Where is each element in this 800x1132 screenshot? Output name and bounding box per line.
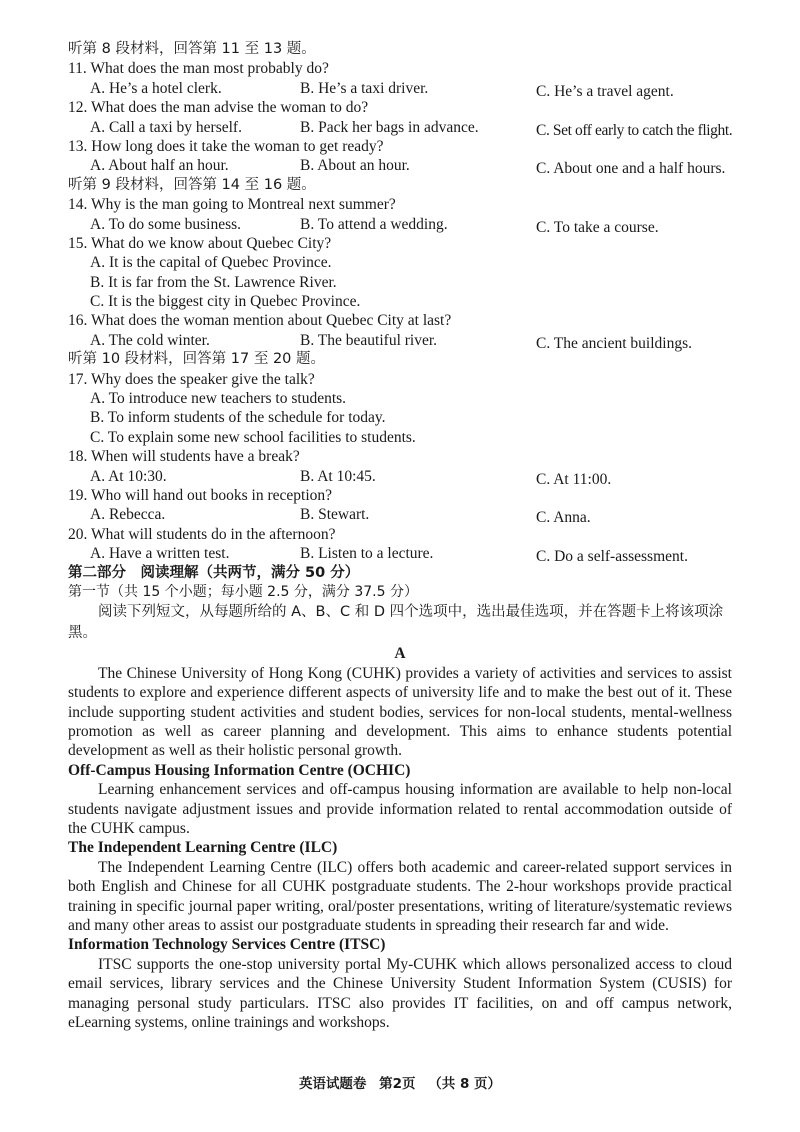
q14-options: [68, 215, 732, 234]
q17-option-a: A. To introduce new teachers to students.: [90, 390, 347, 408]
q15-option-c: C. It is the biggest city in Quebec Province.: [90, 293, 361, 311]
passage-intro: The Chinese University of Hong Kong (CUHK) provides a variety of activities and services to assist students to explore and experience different aspects of university life and to make the best out of it. These include supporting student activities and student bodies, services for non-local students, mental-wellness promotion as well as career planning and development. This aims to enhance students potential development as well as their holistic personal growth.: [68, 664, 732, 760]
passage-label: A: [394, 645, 406, 663]
q13-stem: 13. How long does it take the woman to get ready?: [68, 137, 384, 155]
q13-option-a: A. About half an hour.: [90, 157, 229, 175]
q11-stem: 11. What does the man most probably do?: [68, 60, 329, 78]
q18-option-b: B. At 10:45.: [300, 467, 376, 485]
footer-paper-name: 英语试题卷: [298, 1076, 367, 1092]
q18-option-c: C. At 11:00.: [536, 470, 612, 488]
part2-title: 第二部分 阅读理解（共两节，满分 50 分）: [68, 564, 360, 581]
part2-section1-title: 第一节（共 15 个小题；每小题 2.5 分，满分 37.5 分）: [68, 583, 418, 600]
q19-option-b: B. Stewart.: [300, 506, 370, 524]
q16-option-b: B. The beautiful river.: [300, 331, 438, 349]
section10-header: 听第 10 段材料，回答第 17 至 20 题。: [68, 351, 326, 368]
q14-option-c: C. To take a course.: [536, 218, 659, 236]
itsc-body: ITSC supports the one-stop university portal My-CUHK which allows personalized access to cloud email services, library services and the Chinese University Student Information System (CUSIS) for managing personal study particulars. ITSC also provides IT facilities, on and off campus network, eLearning systems, online trainings and workshops.: [68, 955, 732, 1032]
instructions: 阅读下列短文，从每题所给的 A、B、C 和 D 四个选项中，选出最佳选项，并在答题卡上将该项涂黑。: [68, 604, 724, 642]
q11-options: [68, 79, 732, 98]
q15-option-b: B. It is far from the St. Lawrence River.: [90, 273, 337, 291]
q13-options: [68, 156, 732, 178]
q14-option-a: A. To do some business.: [90, 215, 242, 233]
q13-option-b: B. About an hour.: [300, 157, 410, 175]
ochic-body: Learning enhancement services and off-campus housing information are available to help non-local students navigate adjustment issues and provide information related to rental accommodation outside of the CUHK campus.: [68, 781, 732, 837]
q16-option-c: C. The ancient buildings.: [536, 334, 692, 352]
q19-options: [68, 505, 732, 527]
itsc-heading: Information Technology Services Centre (ITSC): [68, 936, 386, 954]
ilc-heading: The Independent Learning Centre (ILC): [68, 839, 338, 857]
q18-option-a: A. At 10:30.: [90, 467, 167, 485]
q16-stem: 16. What does the woman mention about Quebec City at last?: [68, 312, 452, 330]
section9-header: 听第 9 段材料，回答第 14 至 16 题。: [68, 176, 316, 193]
q12-option-a: A. Call a taxi by herself.: [90, 118, 242, 136]
q11-option-a: A. He’s a hotel clerk.: [90, 79, 222, 97]
q17-option-b: B. To inform students of the schedule for today.: [90, 409, 386, 427]
q19-option-c: C. Anna.: [536, 509, 591, 527]
q12-options: [68, 118, 732, 137]
ochic-heading: Off-Campus Housing Information Centre (OCHIC): [68, 761, 411, 779]
q11-option-c: C. He’s a travel agent.: [536, 82, 674, 100]
q20-option-b: B. Listen to a lecture.: [300, 545, 434, 563]
ilc-body: The Independent Learning Centre (ILC) offers both academic and career-related support services in both English and Chinese for all CUHK postgraduate students. The 2-hour workshops provide practical training in specific journal paper writing, oral/poster presentations, writing of literature/systematic reviews and many other areas to assist our postgraduate students in spreading their research far and wide.: [68, 858, 732, 934]
q15-option-a: A. It is the capital of Quebec Province.: [90, 254, 332, 272]
q12-stem: 12. What does the man advise the woman to do?: [68, 99, 369, 117]
q14-stem: 14. Why is the man going to Montreal next summer?: [68, 196, 396, 214]
q19-stem: 19. Who will hand out books in reception?: [68, 486, 333, 504]
q20-options: [68, 544, 732, 566]
q12-option-c: C. Set off early to catch the flight.: [536, 121, 733, 139]
section8-header: 听第 8 段材料，回答第 11 至 13 题。: [68, 41, 316, 57]
q11-option-b: B. He’s a taxi driver.: [300, 79, 429, 97]
page-footer: [0, 1072, 800, 1092]
q19-option-a: A. Rebecca.: [90, 506, 166, 524]
footer-page-number: 第2页: [379, 1076, 416, 1092]
footer-total-pages: （共 8 页）: [428, 1076, 502, 1092]
exam-page: [68, 40, 732, 1032]
q13-option-c: C. About one and a half hours.: [536, 160, 726, 178]
q16-options: [68, 331, 732, 350]
q20-option-c: C. Do a self-assessment.: [536, 548, 688, 566]
q12-option-b: B. Pack her bags in advance.: [300, 118, 479, 136]
q17-stem: 17. Why does the speaker give the talk?: [68, 370, 315, 388]
q16-option-a: A. The cold winter.: [90, 331, 210, 349]
q20-stem: 20. What will students do in the afternoon?: [68, 525, 336, 543]
q14-option-b: B. To attend a wedding.: [300, 215, 448, 233]
q17-option-c: C. To explain some new school facilities to students.: [90, 428, 416, 446]
q18-options: [68, 467, 732, 486]
q15-stem: 15. What do we know about Quebec City?: [68, 234, 332, 252]
q18-stem: 18. When will students have a break?: [68, 448, 300, 466]
q20-option-a: A. Have a written test.: [90, 545, 230, 563]
